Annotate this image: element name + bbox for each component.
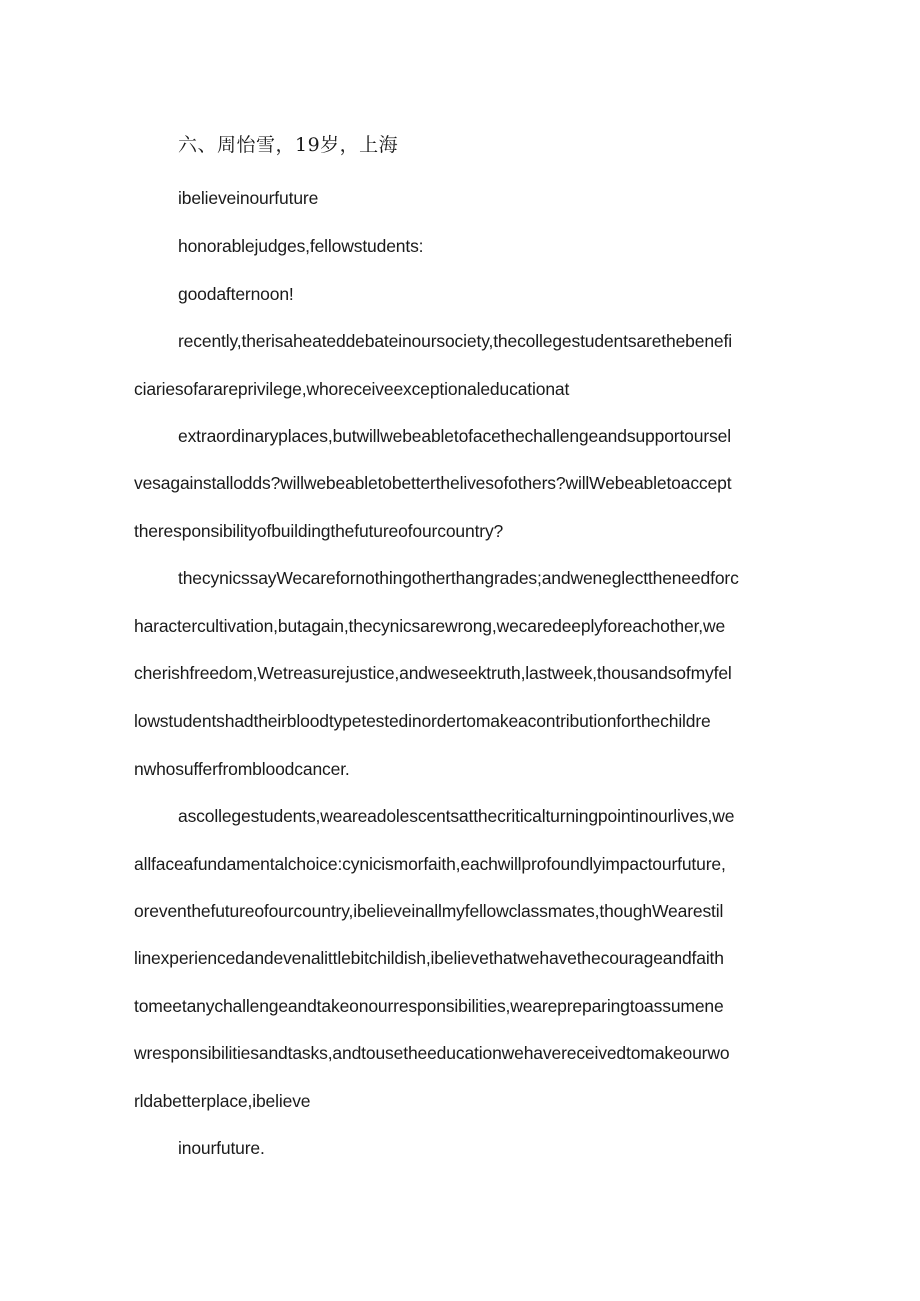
body-line: allfaceafundamentalchoice:cynicismorfaith,eachwillprofoundlyimpactourfuture, [134,854,726,874]
body-line: haractercultivation,butagain,thecynicsarewrong,wecaredeeplyforeachother,we [134,616,726,636]
body-line: nwhosufferfrombloodcancer. [134,759,350,779]
body-line: extraordinaryplaces,butwillwebeabletofacethechallengeandsupportoursel [178,426,731,446]
closing-line: inourfuture. [178,1138,265,1158]
body-line: rldabetterplace,ibelieve [134,1091,311,1111]
body-line: ascollegestudents,weareadolescentsatthecriticalturningpointinourlives,we [178,806,735,826]
greeting: goodafternoon! [178,284,294,304]
section-heading: 六、周怡雪，19岁，上海 [178,134,399,156]
body-line: vesagainstallodds?willwebeabletobetterthelivesofothers?willWebeabletoaccept [134,473,732,493]
speech-title: ibelieveinourfuture [178,188,319,208]
body-line: ciariesofarareprivilege,whoreceiveexceptionaleducationat [134,379,570,399]
body-line: recently,therisaheateddebateinoursociety,thecollegestudentsarethebenefi [178,331,732,351]
body-line: tomeetanychallengeandtakeonourresponsibilities,wearepreparingtoassumene [134,996,724,1016]
body-line: linexperiencedandevenalittlebitchildish,ibelievethatwehavethecourageandfaith [134,948,724,968]
body-line: oreventhefutureofourcountry,ibelieveinallmyfellowclassmates,thoughWearestil [134,901,724,921]
body-line: wresponsibilitiesandtasks,andtousetheeducationwehavereceivedtomakeourwo [134,1043,730,1063]
body-line: thecynicssayWecarefornothingotherthangrades;andweneglecttheneedforc [178,568,739,588]
body-line: lowstudentshadtheirbloodtypetestedinordertomakeacontributionforthechildre [134,711,711,731]
body-line: cherishfreedom,Wetreasurejustice,andweseektruth,lastweek,thousandsofmyfel [134,663,732,683]
salutation: honorablejudges,fellowstudents: [178,236,424,256]
body-line: theresponsibilityofbuildingthefutureofourcountry? [134,521,504,541]
